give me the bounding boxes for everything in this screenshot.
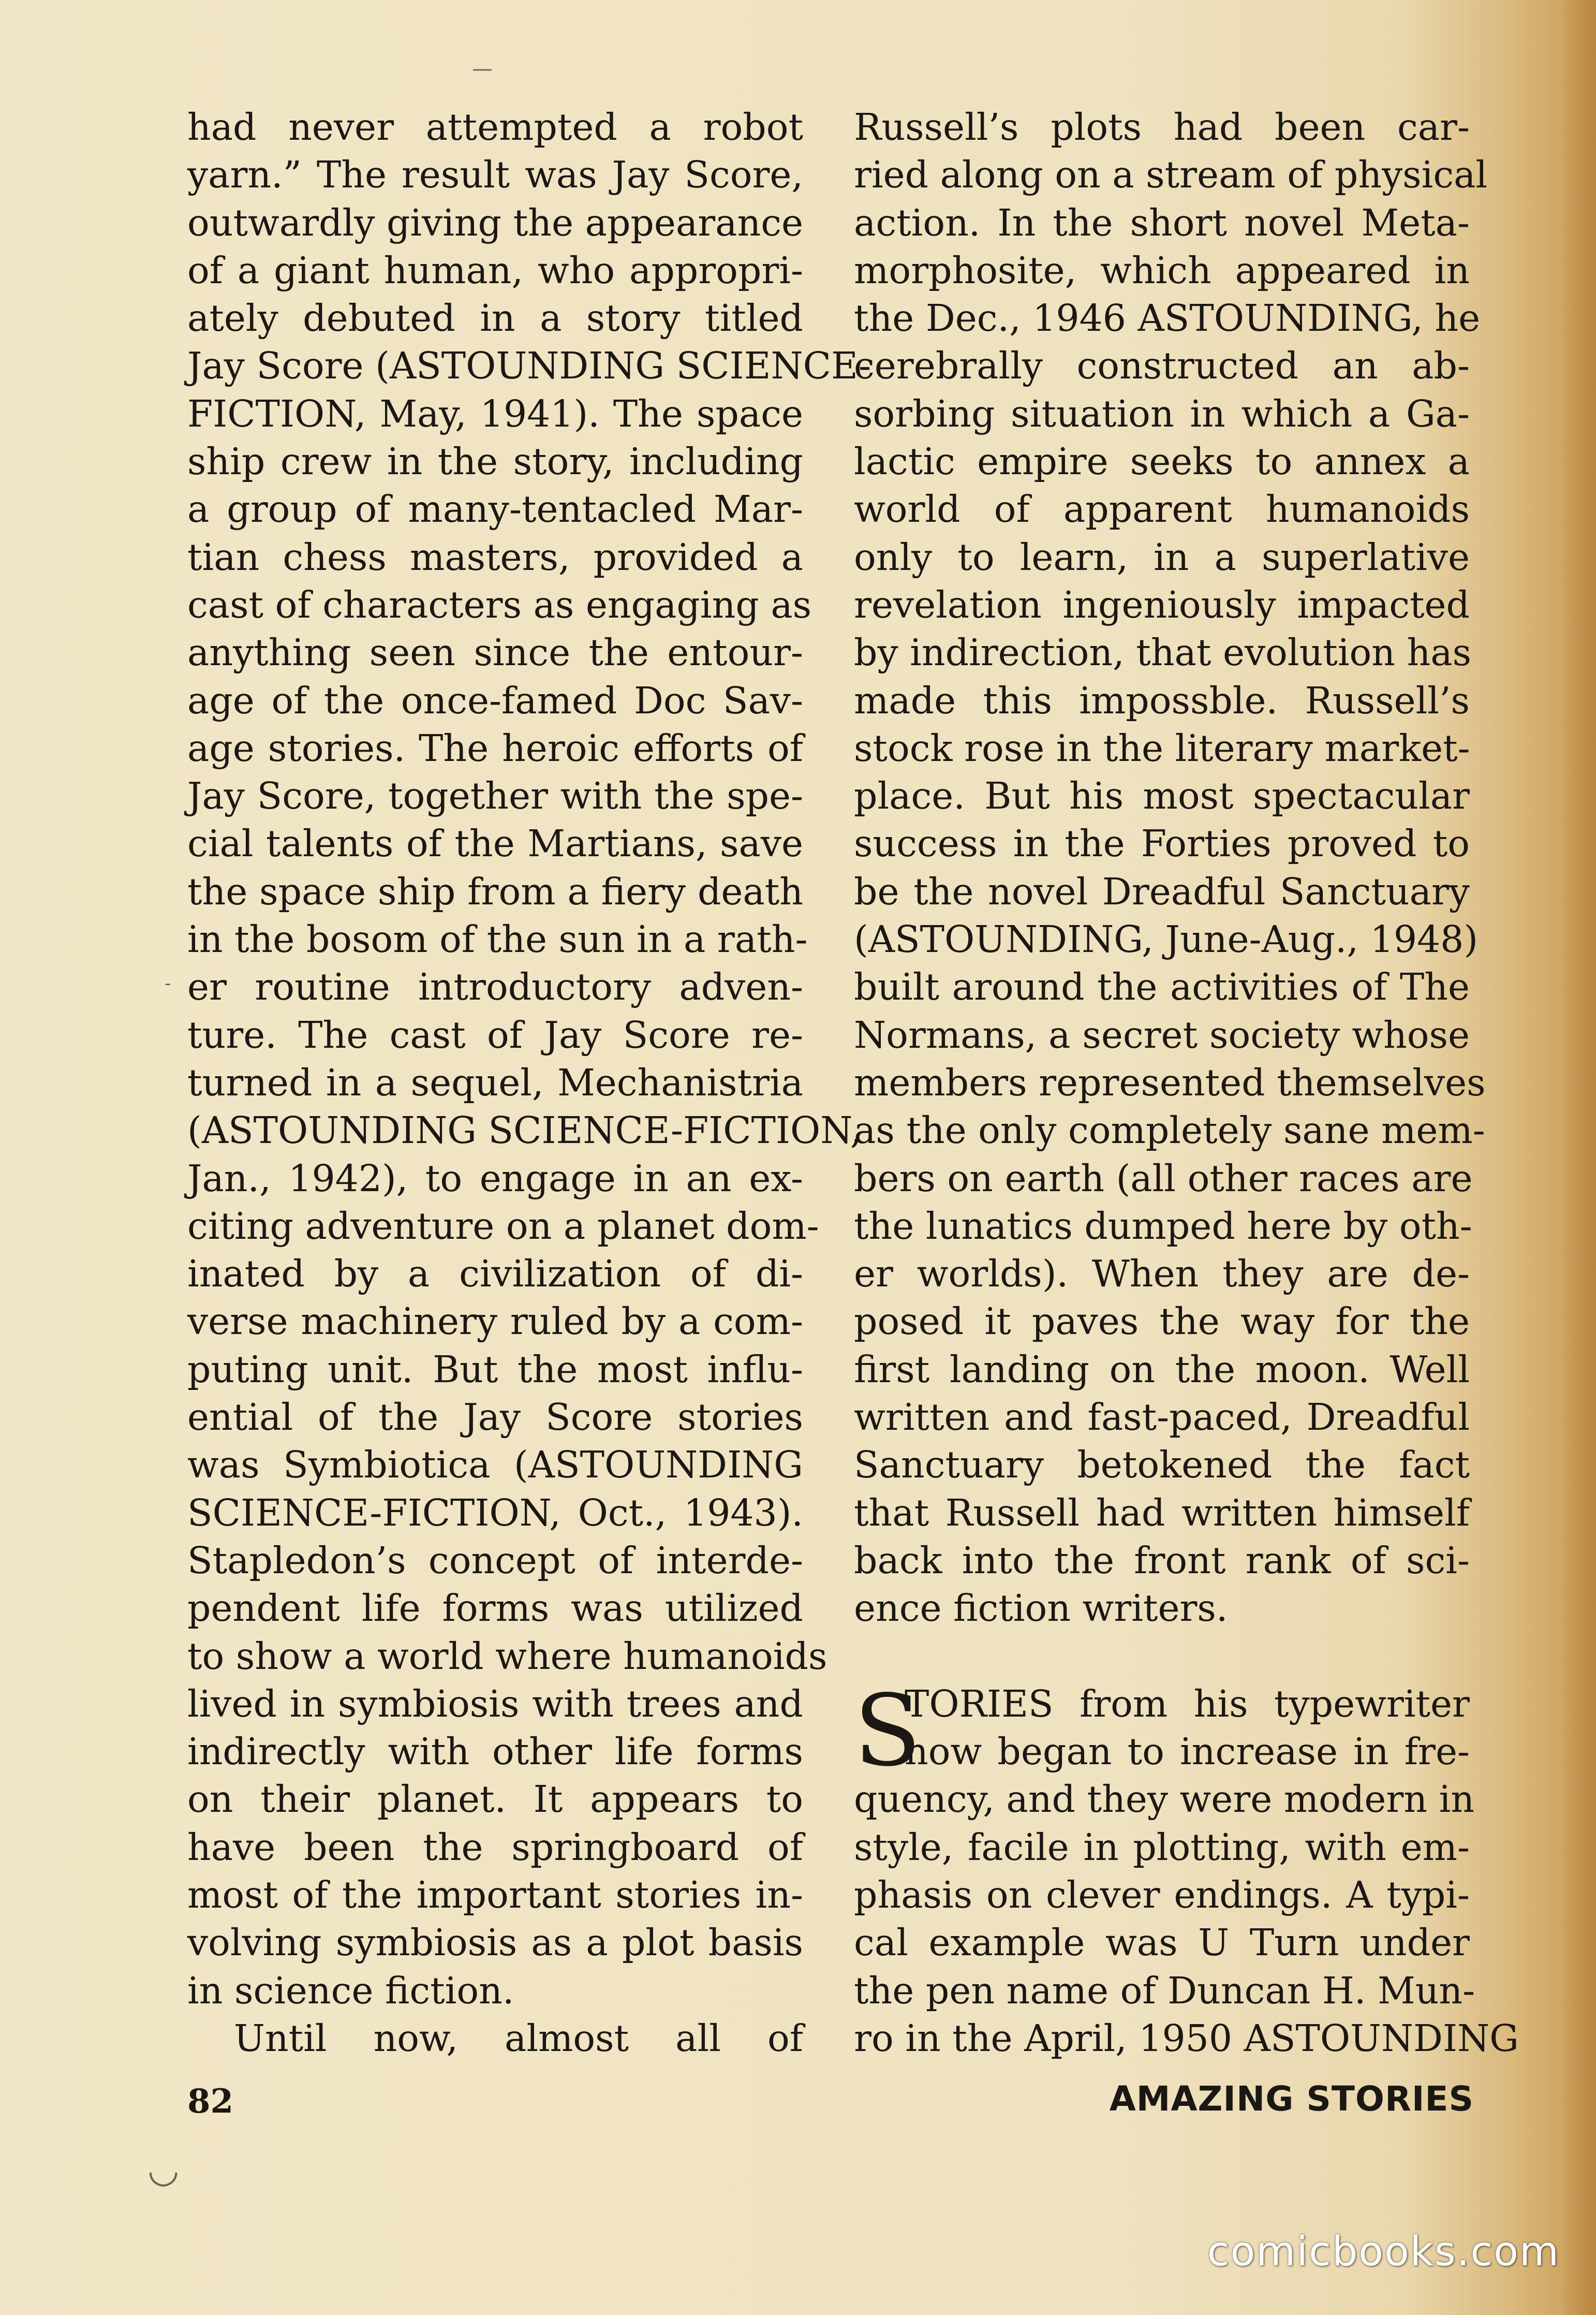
running-footer: AMAZING STORIES bbox=[1109, 2079, 1474, 2119]
text-line: place. But his most spectacular bbox=[854, 774, 1470, 818]
text-line: the space ship from a fiery death bbox=[187, 870, 803, 913]
text-line: volving symbiosis as a plot basis bbox=[187, 1921, 803, 1965]
text-line: quency, and they were modern in bbox=[854, 1778, 1475, 1821]
page-number: 82 bbox=[187, 2082, 234, 2121]
text-line: TORIES from his typewriter bbox=[905, 1682, 1470, 1725]
watermark: comicbooks.com bbox=[1207, 2229, 1560, 2275]
text-line: the pen name of Duncan H. Mun- bbox=[854, 1969, 1475, 2012]
text-line: as the only completely sane mem- bbox=[854, 1109, 1485, 1152]
text-line: pendent life forms was utilized bbox=[187, 1587, 803, 1630]
text-line: indirectly with other life forms bbox=[187, 1730, 803, 1774]
text-line: revelation ingeniously impacted bbox=[854, 583, 1470, 626]
text-line: Until now, almost all of bbox=[234, 2016, 803, 2060]
text-line: style, facile in plotting, with em- bbox=[854, 1825, 1470, 1869]
text-line: lived in symbiosis with trees and bbox=[187, 1682, 803, 1725]
text-line: sorbing situation in which a Ga- bbox=[854, 392, 1470, 435]
text-line: Jay Score, together with the spe- bbox=[187, 774, 803, 818]
text-line: cast of characters as engaging as bbox=[187, 583, 812, 626]
text-line: SCIENCE-FICTION, Oct., 1943). bbox=[187, 1491, 803, 1534]
text-line: ro in the April, 1950 ASTOUNDING bbox=[854, 2016, 1519, 2060]
text-line: on their planet. It appears to bbox=[187, 1778, 803, 1821]
text-line: a group of many-tentacled Mar- bbox=[187, 488, 803, 531]
text-line: age stories. The heroic efforts of bbox=[187, 726, 803, 770]
text-line: verse machinery ruled by a com- bbox=[187, 1300, 803, 1343]
text-line: er worlds). When they are de- bbox=[854, 1252, 1470, 1296]
text-line: Jan., 1942), to engage in an ex- bbox=[187, 1156, 803, 1200]
text-line: action. In the short novel Meta- bbox=[854, 201, 1470, 244]
drop-cap-paragraph bbox=[854, 1673, 1519, 2062]
text-line: by indirection, that evolution has bbox=[854, 631, 1472, 675]
text-line: phasis on clever endings. A typi- bbox=[854, 1873, 1470, 1916]
print-mark-squiggle: ◡ bbox=[147, 2148, 180, 2191]
text-line: success in the Forties proved to bbox=[854, 822, 1470, 866]
print-mark-dash: - bbox=[165, 973, 171, 994]
text-line: Jay Score (ASTOUNDING SCIENCE- bbox=[187, 344, 871, 388]
text-line: that Russell had written himself bbox=[854, 1491, 1470, 1534]
text-line: ture. The cast of Jay Score re- bbox=[187, 1013, 803, 1057]
text-line: world of apparent humanoids bbox=[854, 488, 1470, 531]
text-line: most of the important stories in- bbox=[187, 1873, 803, 1916]
text-line: cal example was U Turn under bbox=[854, 1921, 1470, 1965]
text-line: yarn.” The result was Jay Score, bbox=[187, 153, 803, 197]
text-line: tian chess masters, provided a bbox=[187, 535, 803, 579]
text-line: the lunatics dumped here by oth- bbox=[854, 1204, 1472, 1248]
text-line: be the novel Dreadful Sanctuary bbox=[854, 870, 1470, 913]
text-line: built around the activities of The bbox=[854, 965, 1470, 1009]
text-line: ential of the Jay Score stories bbox=[187, 1396, 803, 1439]
drop-cap: S bbox=[854, 1673, 922, 1788]
paragraph-gap bbox=[854, 1633, 1470, 1680]
print-mark-dash: — bbox=[472, 57, 493, 81]
text-line: bers on earth (all other races are bbox=[854, 1156, 1473, 1200]
text-line: outwardly giving the appearance bbox=[187, 201, 803, 244]
text-line: first landing on the moon. Well bbox=[854, 1347, 1470, 1391]
text-line: now began to increase in fre- bbox=[905, 1730, 1470, 1774]
text-line: Russell’s plots had been car- bbox=[854, 106, 1470, 149]
text-line: puting unit. But the most influ- bbox=[187, 1347, 803, 1391]
text-line: ship crew in the story, including bbox=[187, 440, 803, 483]
text-line: cial talents of the Martians, save bbox=[187, 822, 803, 866]
text-line: posed it paves the way for the bbox=[854, 1300, 1470, 1343]
text-line: of a giant human, who appropri- bbox=[187, 248, 803, 292]
text-line: (ASTOUNDING, June-Aug., 1948) bbox=[854, 918, 1479, 961]
text-line: (ASTOUNDING SCIENCE-FICTION, bbox=[187, 1109, 862, 1152]
text-line: members represented themselves bbox=[854, 1061, 1486, 1104]
text-line: citing adventure on a planet dom- bbox=[187, 1204, 819, 1248]
text-line: ately debuted in a story titled bbox=[187, 297, 803, 340]
page-gutter-shadow bbox=[1560, 0, 1596, 2315]
text-line: cerebrally constructed an ab- bbox=[854, 344, 1470, 388]
text-line: ried along on a stream of physical bbox=[854, 153, 1488, 197]
text-line: made this impossble. Russell’s bbox=[854, 679, 1470, 722]
text-line: have been the springboard of bbox=[187, 1825, 803, 1869]
text-line: turned in a sequel, Mechanistria bbox=[187, 1061, 803, 1104]
text-line: Normans, a secret society whose bbox=[854, 1013, 1470, 1057]
text-line: the Dec., 1946 ASTOUNDING, he bbox=[854, 297, 1481, 340]
text-line: age of the once-famed Doc Sav- bbox=[187, 679, 803, 722]
text-line: Stapledon’s concept of interde- bbox=[187, 1539, 803, 1582]
right-text-column bbox=[854, 104, 1519, 2062]
text-line: written and fast-paced, Dreadful bbox=[854, 1396, 1470, 1439]
text-line: to show a world where humanoids bbox=[187, 1634, 827, 1678]
left-text-column bbox=[187, 104, 871, 2062]
text-line: in the bosom of the sun in a rath- bbox=[187, 918, 808, 961]
text-line: stock rose in the literary market- bbox=[854, 726, 1470, 770]
text-line: er routine introductory adven- bbox=[187, 965, 803, 1009]
text-line: anything seen since the entour- bbox=[187, 631, 803, 675]
text-line: morphosite, which appeared in bbox=[854, 248, 1470, 292]
text-line: Sanctuary betokened the fact bbox=[854, 1443, 1470, 1487]
text-line: was Symbiotica (ASTOUNDING bbox=[187, 1443, 803, 1487]
text-line: FICTION, May, 1941). The space bbox=[187, 392, 803, 435]
text-line: back into the front rank of sci- bbox=[854, 1539, 1470, 1582]
text-line: in science fiction. bbox=[187, 1969, 514, 2012]
text-line: had never attempted a robot bbox=[187, 106, 803, 149]
text-line: ence fiction writers. bbox=[854, 1587, 1228, 1630]
text-line: lactic empire seeks to annex a bbox=[854, 440, 1470, 483]
text-line: inated by a civilization of di- bbox=[187, 1252, 803, 1296]
text-line: only to learn, in a superlative bbox=[854, 535, 1470, 579]
